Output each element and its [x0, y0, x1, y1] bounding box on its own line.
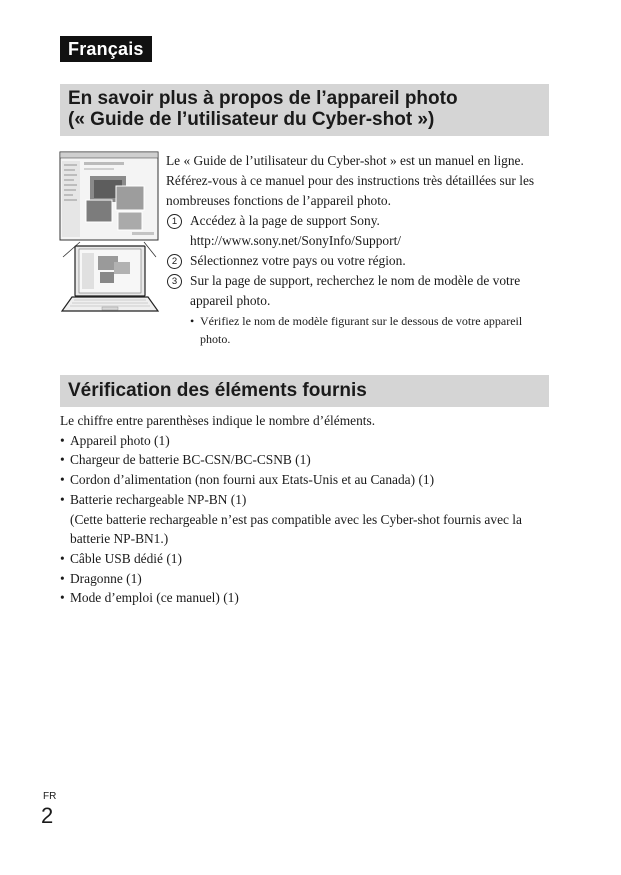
- language-tab: Français: [60, 36, 152, 62]
- step-text: Sur la page de support, recherchez le nom de modèle de votre appareil photo.: [190, 273, 521, 308]
- step-number: 2: [167, 254, 182, 269]
- section-heading-contents: [60, 375, 549, 407]
- screen-zoom-illustration: [60, 152, 158, 240]
- battery-compat-note: (Cette batterie rechargeable n’est pas compatible avec les Cyber-shot fournis avec la batterie NP-BN1.): [70, 511, 522, 547]
- section-title-line2: (« Guide de l’utilisateur du Cyber-shot »): [68, 109, 435, 130]
- intro-paragraph: Le « Guide de l’utilisateur du Cyber-shot » est un manuel en ligne. Référez-vous à ce manuel pour des instructions très détaillées sur les nombreuses fonctions de l’appareil photo.: [166, 153, 535, 208]
- support-url[interactable]: http://www.sony.net/SonyInfo/Support/: [190, 233, 402, 248]
- step-2: [166, 251, 546, 271]
- list-item: • Cordon d’alimentation (non fourni aux Etats-Unis et au Canada) (1): [60, 472, 435, 488]
- step-text: Accédez à la page de support Sony.: [190, 213, 380, 228]
- learn-more-content: [166, 151, 546, 348]
- model-name-note: [166, 312, 546, 348]
- list-item: • Chargeur de batterie BC-CSN/BC-CSNB (1): [60, 452, 311, 468]
- list-item: • Câble USB dédié (1): [60, 550, 182, 566]
- step-1: [166, 211, 546, 251]
- note-text: Vérifiez le nom de modèle figurant sur le dessous de votre appareil photo.: [200, 314, 523, 346]
- section-title: Vérification des éléments fournis: [68, 380, 367, 401]
- list-item: • Batterie rechargeable NP-BN (1) (Cette batterie rechargeable n’est pas compatible avec les Cyber-shot fournis avec la batterie NP-BN1.): [60, 490, 560, 549]
- section-heading-learn-more: [60, 84, 549, 136]
- page-language-code: FR: [43, 791, 57, 802]
- supplied-items: [60, 411, 560, 608]
- step-text: Sélectionnez votre pays ou votre région.: [190, 253, 406, 268]
- list-item: • Dragonne (1): [60, 570, 142, 586]
- step-3: [166, 271, 546, 311]
- step-number: 1: [167, 214, 182, 229]
- items-intro: Le chiffre entre parenthèses indique le nombre d’éléments.: [60, 413, 376, 428]
- page-number: 2: [41, 803, 54, 828]
- list-item: • Mode d’emploi (ce manuel) (1): [60, 590, 239, 606]
- step-number: 3: [167, 274, 182, 289]
- items-list: [60, 431, 560, 608]
- section-title-line1: En savoir plus à propos de l’appareil photo: [68, 88, 458, 109]
- list-item: • Appareil photo (1): [60, 432, 170, 448]
- bullet: •: [190, 314, 195, 328]
- laptop-illustration: [58, 150, 162, 314]
